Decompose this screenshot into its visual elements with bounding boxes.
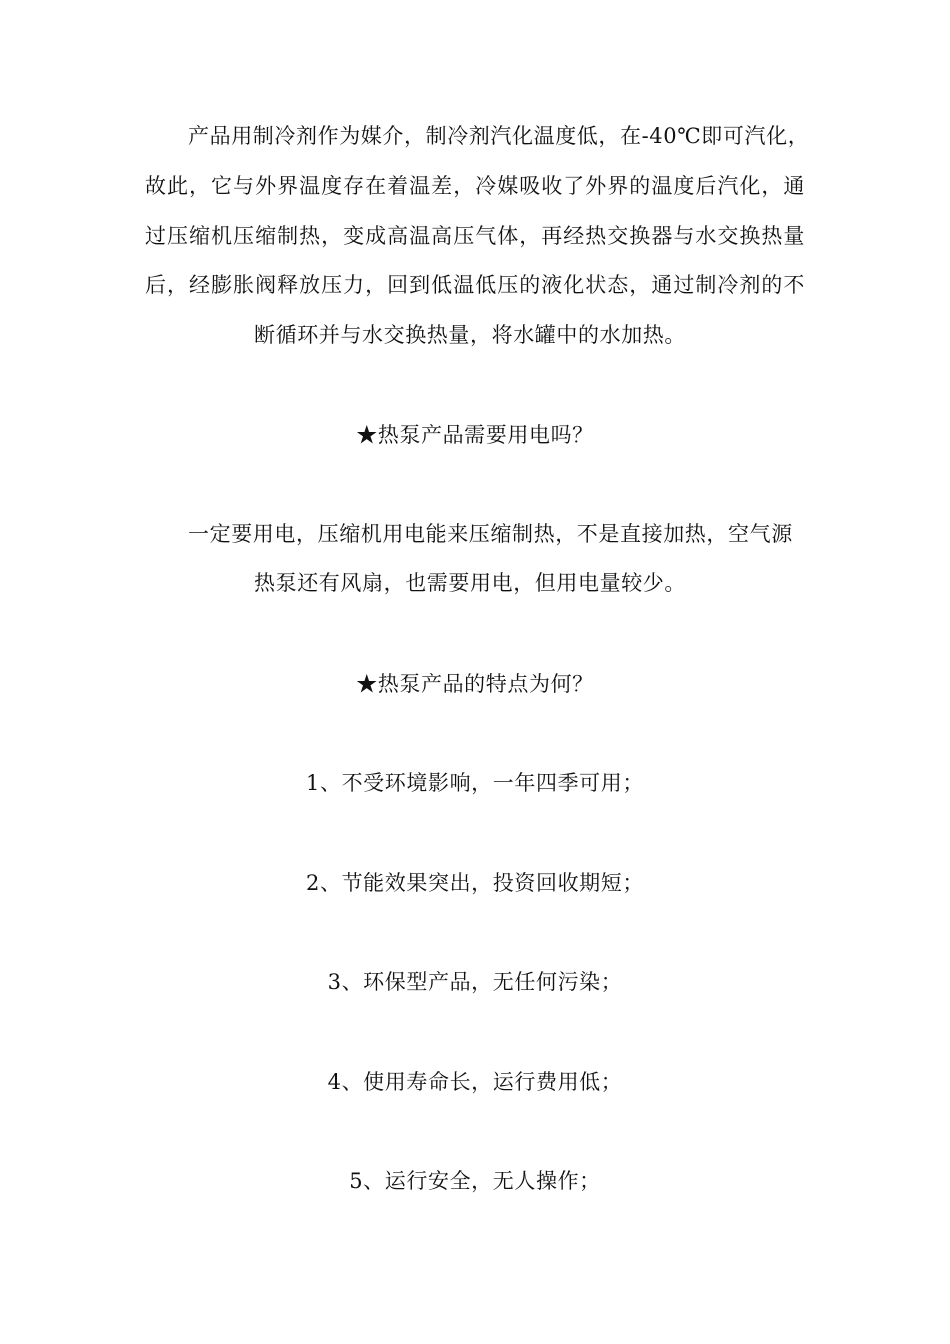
list-item: 4、使用寿命长，运行费用低； [327, 1070, 623, 1094]
paragraph-line: 产品用制冷剂作为媒介，制冷剂汽化温度低，在-40℃即可汽化， [188, 124, 810, 148]
list-item: 5、运行安全，无人操作； [349, 1169, 601, 1193]
paragraph-line: 故此，它与外界温度存在着温差，冷媒吸收了外界的温度后汽化，通 [145, 174, 805, 198]
list-item: 3、环保型产品，无任何污染； [327, 970, 623, 994]
section-heading-features: ★热泵产品的特点为何？ [356, 672, 594, 696]
paragraph-line: 热泵还有风扇，也需要用电，但用电量较少。 [254, 571, 686, 595]
paragraph-line: 断循环并与水交换热量，将水罐中的水加热。 [254, 323, 686, 347]
list-item: 1、不受环境影响，一年四季可用； [306, 771, 644, 795]
paragraph-line: 过压缩机压缩制热，变成高温高压气体，再经热交换器与水交换热量 [145, 224, 805, 248]
section-heading-power: ★热泵产品需要用电吗？ [356, 423, 594, 447]
paragraph-line: 后，经膨胀阀释放压力，回到低温低压的液化状态，通过制冷剂的不 [145, 273, 805, 297]
list-item: 2、节能效果突出，投资回收期短； [306, 871, 644, 895]
paragraph-line: 一定要用电，压缩机用电能来压缩制热，不是直接加热，空气源 [188, 522, 793, 546]
